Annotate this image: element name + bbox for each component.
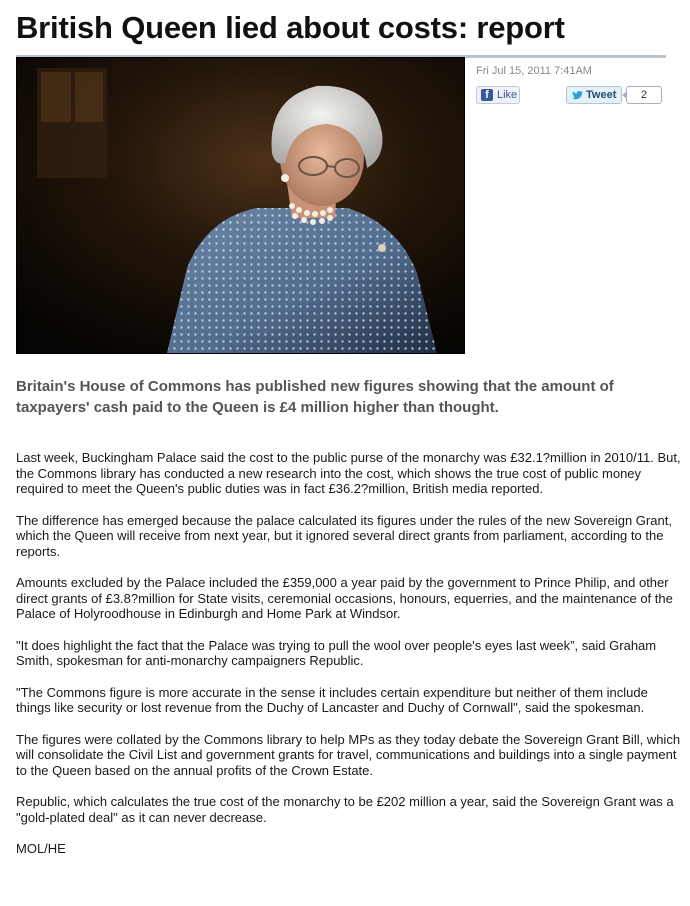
article-photo	[16, 57, 465, 354]
article-paragraph: The figures were collated by the Commons library to help MPs as they today debate the Sovereign Grant Bill, which will consolidate the Civil List and government grants for travel, communications and buildings into a single payment to the Queen based on the annual profits of the Crown Estate.	[16, 731, 681, 778]
social-share-bar	[476, 86, 666, 106]
like-label: Like	[497, 89, 518, 101]
tweet-count-badge: 2	[626, 86, 662, 104]
article-paragraph: Republic, which calculates the true cost of the monarchy to be £202 million a year, said the Sovereign Grant was a "gold-plated deal" as it can never decrease.	[16, 794, 674, 825]
tweet-button[interactable]	[566, 86, 622, 104]
article-meta	[476, 64, 666, 106]
article-paragraph: Amounts excluded by the Palace included the £359,000 a year paid by the government to Prince Philip, and other direct grants of £3.8?million for State visits, ceremonial occasions, honours, equerries, and the maintenance of the Palace of Holyroodhouse in Edinburgh and Home Park at Windsor.	[16, 575, 673, 621]
twitter-bird-icon	[571, 89, 583, 101]
facebook-like-button[interactable]	[476, 86, 520, 104]
article-paragraph: "It does highlight the fact that the Palace was trying to pull the wool over people's eyes last week”, said Graham Smith, spokesman for anti-monarchy campaigners Republic.	[16, 637, 657, 668]
article-signature: MOL/HE	[16, 841, 66, 856]
article-paragraph: The difference has emerged because the palace calculated its figures under the rules of the new Sovereign Grant, which the Queen will receive from next year, but it ignored several direct grants from parliament, according to the reports.	[16, 512, 672, 559]
article-body	[16, 450, 686, 857]
article-paragraph: "The Commons figure is more accurate in the sense it includes certain expenditure but neither of them include things like security or lost revenue from the Duchy of Lancaster and Duchy of Cornwall", said the spokesman.	[16, 684, 648, 715]
facebook-icon: f	[481, 89, 493, 101]
article-headline: British Queen lied about costs: report	[16, 10, 565, 45]
article-lede: Britain's House of Commons has published new figures showing that the amount of taxpayers' cash paid to the Queen is £4 million higher than thought.	[16, 378, 614, 416]
publish-date: Fri Jul 15, 2011 7:41AM	[476, 65, 592, 77]
tweet-label: Tweet	[586, 89, 617, 101]
article-paragraph: Last week, Buckingham Palace said the cost to the public purse of the monarchy was £32.1?million in 2010/11. But, the Commons library has conducted a new research into the cost, which shows the true cost of public money required to meet the Queen's public duties was in fact £36.2?million, British media reported.	[16, 450, 681, 496]
